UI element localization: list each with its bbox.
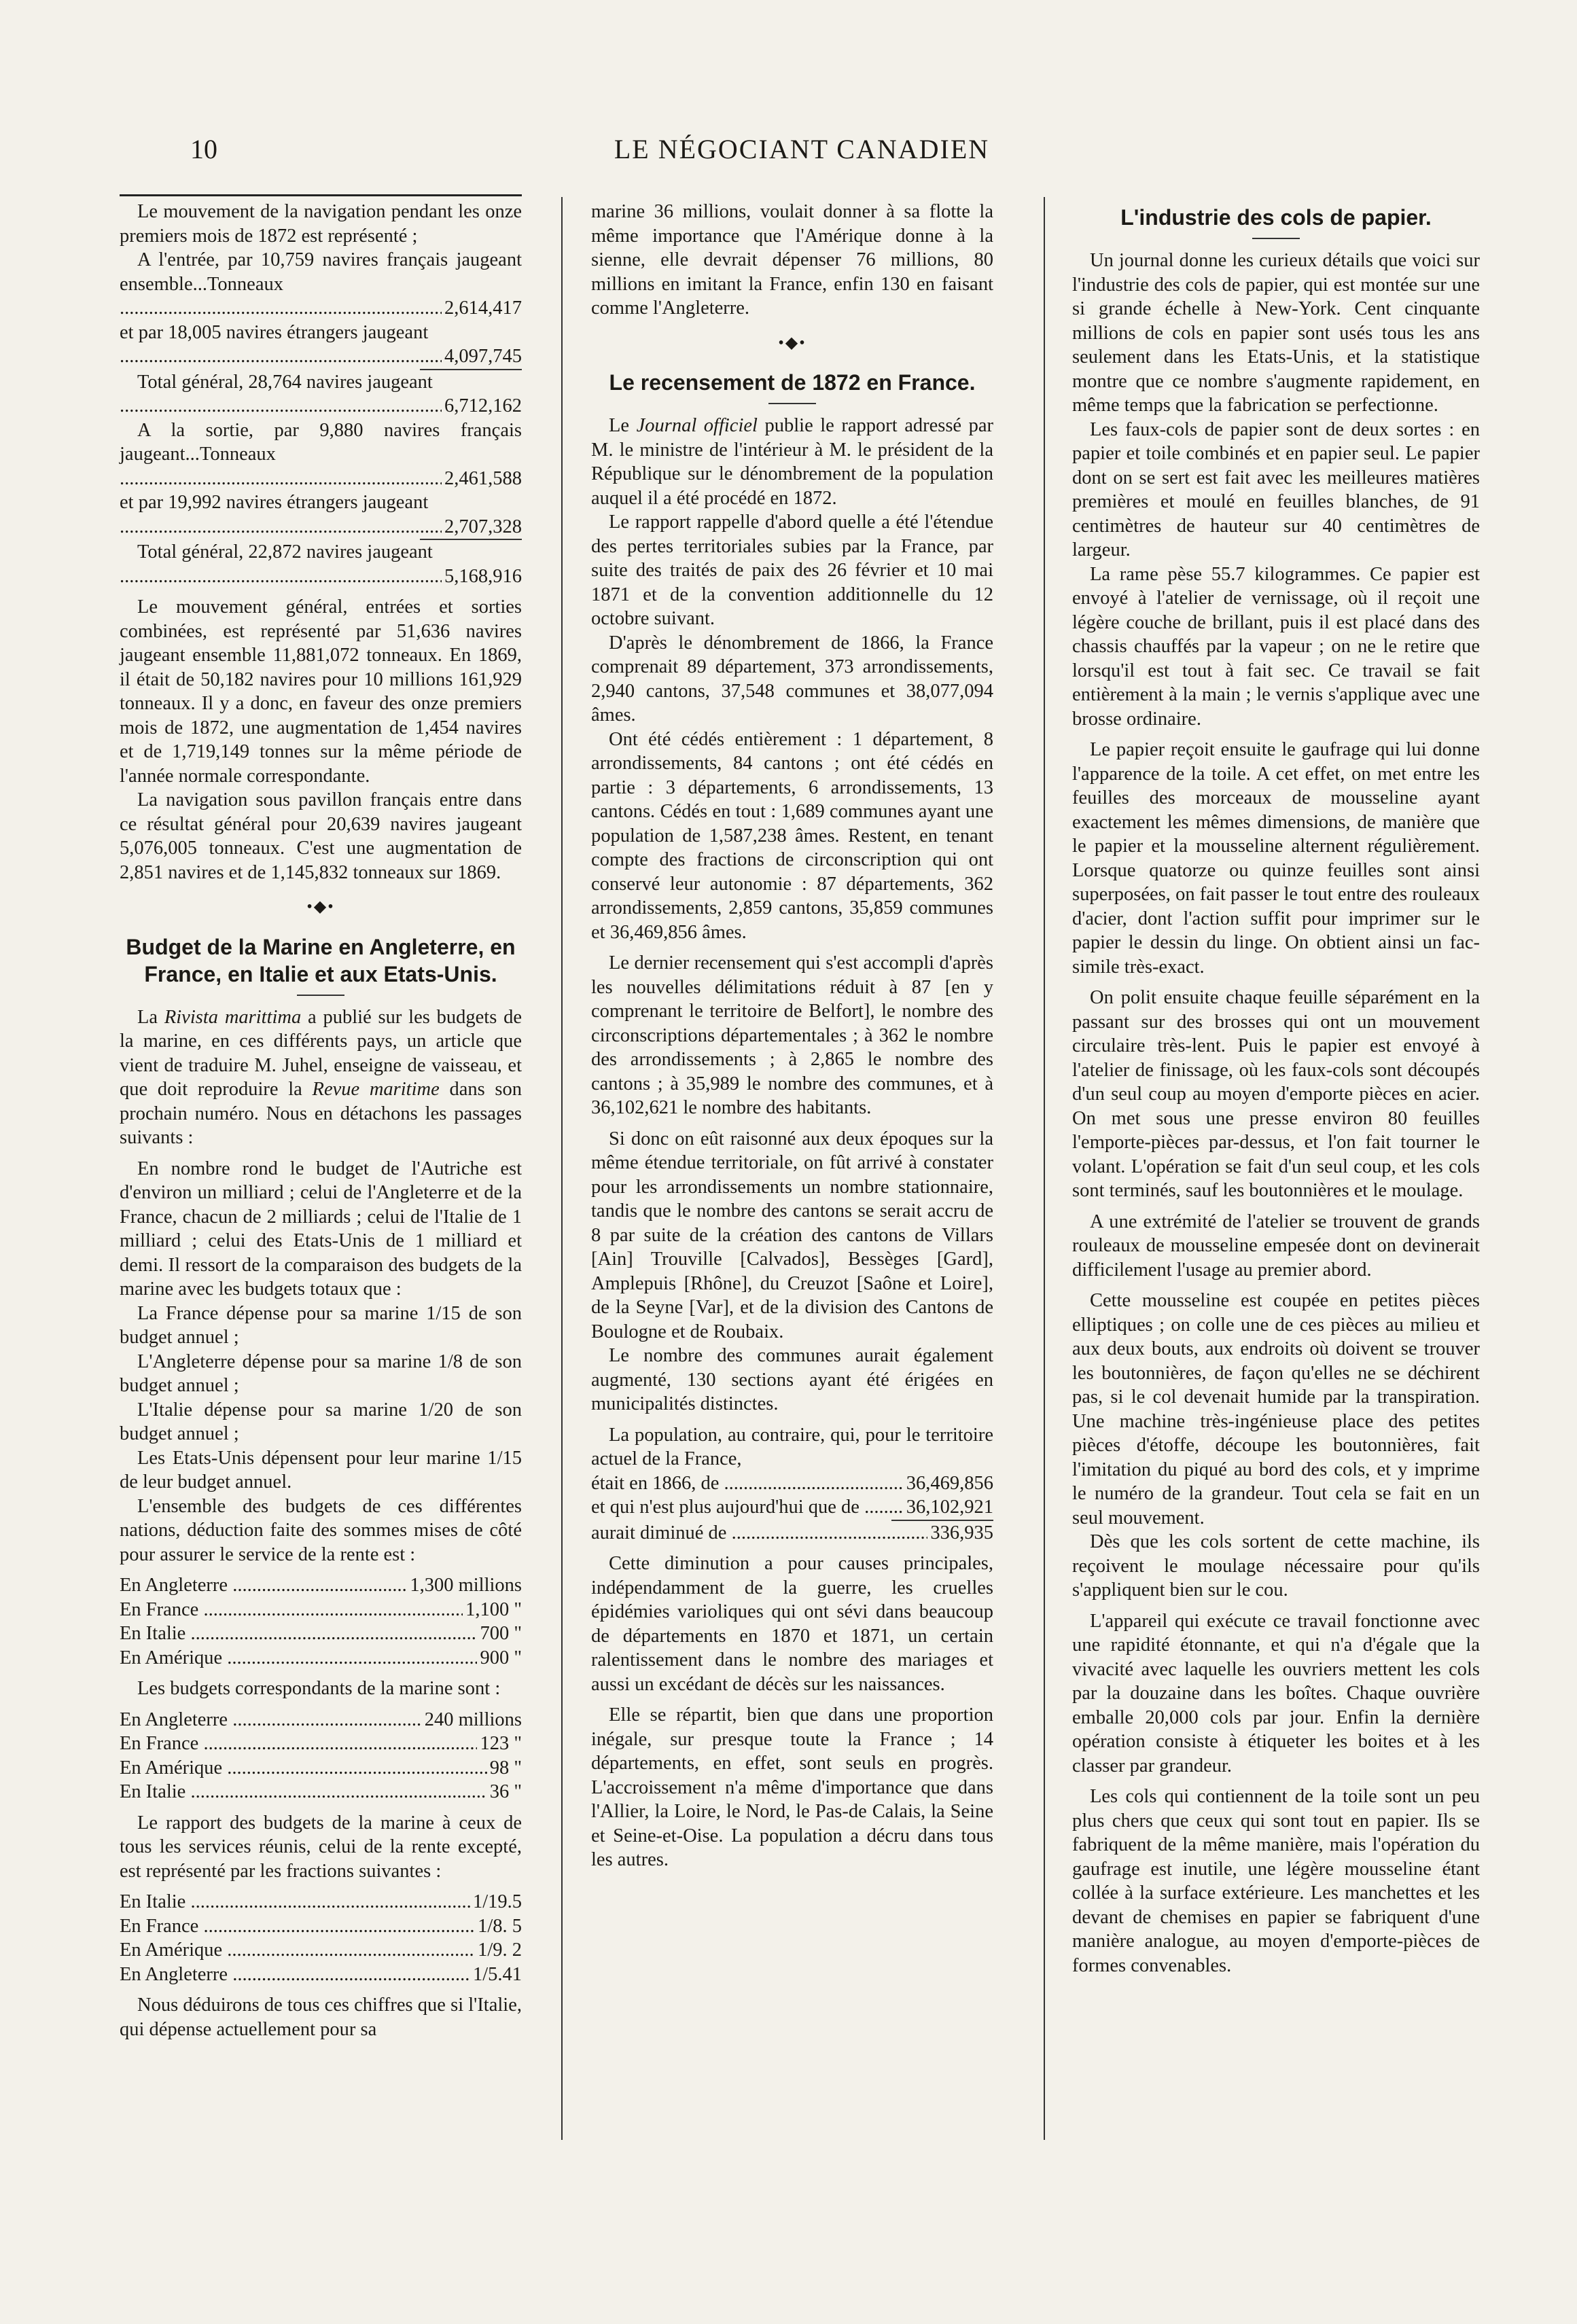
paragraph: Si donc on eût raisonné aux deux époques sur la même étendue territoriale, on fût arrivé à constater pour les arrondissements un nombre stationnaire, tandis que le nombre des cantons se serait accru de 8 par suite de la création des cantons de Villars [Ain] Trouville [Calvados], Bessèges [Gard], Amplepuis [Rhône], du Creuzot [Saône et Loire], de la Seyne [Var], et de la division des Cantons de Boulogne et de Roubaix. bbox=[591, 1128, 993, 1342]
column-3 bbox=[1072, 200, 1480, 1978]
paragraph: D'après le dénombrement de 1866, la France comprenait 89 département, 373 arrondissements, 2,940 cantons, 37,548 communes et 38,077,094 âmes. bbox=[591, 632, 993, 726]
ornament: •◆• bbox=[778, 334, 807, 352]
table-row: En France ..... 123 " bbox=[120, 1732, 522, 1756]
figure-value: 2,461,588 bbox=[444, 467, 522, 489]
paragraph: Le Journal officiel publie le rapport adressé par M. le ministre de l'intérieur à M. le président de la République sur le dénombrement de la population auquel il a été procédé en 1872. bbox=[591, 415, 993, 509]
paragraph: Les cols qui contiennent de la toile sont un peu plus chers que ceux qui sont tout en papier. Ils se fabriquent de la même manière, mais l'opération du gaufrage est inutile, une légère mousseline étant collée à la surface extérieure. Les manchettes et les devant de chemises en papier se fabriquent d'une manière analogue, au moyen d'emporte-pièces de formes convenables. bbox=[1072, 1786, 1480, 1976]
paragraph: marine 36 millions, voulait donner à sa flotte la même importance que l'Amérique donne à la sienne, elle devrait dépenser 76 millions, 80 millions en imitant la France, enfin 130 en faisant comme l'Angleterre. bbox=[591, 201, 993, 319]
paragraph: Le rapport rappelle d'abord quelle a été l'étendue des pertes territoriales subies par la France, par suite des traités de paix des 26 février et 10 mai 1871 et de la convention additionnelle du 12 octobre suivant. bbox=[591, 512, 993, 629]
paragraph: Le dernier recensement qui s'est accompli d'après les nouvelles délimitations réduit à 87 [en y comprenant le territoire de Belfort], le nombre des circonscriptions départementales ; à 362 le nombre des arrondissements ; à 2,865 le nombre des cantons ; à 35,989 le nombre des communes, et à 36,102,621 le nombre des habitants. bbox=[591, 952, 993, 1118]
figure-line: était en 1866, de ..... 36,469,856 bbox=[591, 1471, 993, 1496]
paragraph: A la sortie, par 9,880 navires français jaugeant...Tonneaux bbox=[120, 419, 522, 465]
paragraph: Le mouvement général, entrées et sorties combinées, est représenté par 51,636 navires jaugeant ensemble 11,881,072 tonneaux. En 1869, il était de 50,182 navires pour 10 millions 161,929 tonneaux. Il y a donc, en faveur des onze premiers mois de 1872, une augmentation de 1,454 navires et de 1,719,149 tonnes sur la même période de l'année normale correspondante. bbox=[120, 596, 522, 787]
paragraph: et par 19,992 navires étrangers jaugeant bbox=[120, 492, 429, 513]
paragraph: En nombre rond le budget de l'Autriche est d'environ un milliard ; celui de l'Angleterre et de la France, chacun de 2 milliards ; celui de l'Italie de 1 milliard ; celui des Etats-Unis de 1 milliard et demi. Il ressort de la comparaison des budgets de la marine avec les budgets totaux que : bbox=[120, 1158, 522, 1300]
article-title-recensement: Le recensement de 1872 en France. bbox=[609, 370, 976, 395]
paragraph: L'appareil qui exécute ce travail fonctionne avec une rapidité étonnante, et qui n'a d'égale que la vivacité avec laquelle les ouvriers mettent les cols par la douzaine dans les boîtes. Chaque ouvrière emballe 20,000 cols par jour. Enfin la dernière opération consiste à étiqueter les boites et à les classer par grandeur. bbox=[1072, 1610, 1480, 1776]
figure-line bbox=[120, 344, 522, 369]
table-row: En Italie ..... 700 " bbox=[120, 1622, 522, 1646]
page-header bbox=[183, 133, 1420, 174]
title-rule bbox=[768, 403, 816, 404]
column-divider bbox=[561, 197, 563, 2140]
paragraph: On polit ensuite chaque feuille séparément en la passant sur des brosses qui ont un mouvement circulaire très-lent. Puis le papier est envoyé à l'atelier de finissage, où les faux-cols sont découpés d'un seul coup au moyen d'emporte pièces en acier. On met sous une presse environ 80 feuilles l'emporte-pièces par-dessus, et l'on fait tourner le volant. L'opération se fait d'un seul coup, et les cols sont terminés, sauf les boutonnières et le moulage. bbox=[1072, 987, 1480, 1201]
paragraph: Total général, 22,872 navires jaugeant bbox=[137, 541, 433, 562]
paragraph: A une extrémité de l'atelier se trouvent de grands rouleaux de mousseline empesée dont on devinerait difficilement l'usage au premier abord. bbox=[1072, 1211, 1480, 1281]
figure-value: 2,707,328 bbox=[444, 516, 522, 537]
column-2 bbox=[591, 200, 993, 1872]
paragraph: Total général, 28,764 navires jaugeant bbox=[137, 371, 433, 393]
column-1 bbox=[120, 200, 522, 2041]
masthead-title: LE NÉGOCIANT CANADIEN bbox=[614, 134, 990, 164]
figure-line: aurait diminué de ..... 336,935 bbox=[591, 1521, 993, 1545]
paragraph: La population, au contraire, qui, pour le territoire actuel de la France, bbox=[591, 1424, 993, 1469]
table-row: En Amérique ..... 900 " bbox=[120, 1646, 522, 1670]
paragraph: La Rivista marittima a publié sur les budgets de la marine, en ces différents pays, un article que vient de traduire M. Juhel, enseigne de vaisseau, et que doit reproduire la Revue maritime dans son prochain numéro. Nous en détachons les passages suivants : bbox=[120, 1006, 522, 1148]
table-row: En Amérique ..... 98 " bbox=[120, 1756, 522, 1781]
title-rule bbox=[297, 995, 344, 996]
budgets-marine-table bbox=[120, 1708, 522, 1804]
column-divider bbox=[1044, 197, 1045, 2140]
figure-value: 4,097,745 bbox=[444, 346, 522, 367]
paragraph: Les faux-cols de papier sont de deux sortes : en papier et toile combinés et en papier seul. Le papier dont on se sert est fait avec les meilleures matières premières et moulé en feuilles blanches, de 91 centimètres de hauteur sur 40 centimètres de largeur. bbox=[1072, 418, 1480, 560]
table-row: En Italie ..... 36 " bbox=[120, 1780, 522, 1804]
paragraph: Les budgets correspondants de la marine sont : bbox=[137, 1678, 501, 1699]
figure-line: et qui n'est plus aujourd'hui que de ..... 36,102,921 bbox=[591, 1495, 993, 1520]
paragraph: Le nombre des communes aurait également augmenté, 130 sections ayant été érigées en municipalités distinctes. bbox=[591, 1345, 993, 1414]
table-row: En Italie ..... 1/19.5 bbox=[120, 1890, 522, 1914]
paragraph: et par 18,005 navires étrangers jaugeant bbox=[120, 321, 429, 343]
paragraph: Le rapport des budgets de la marine à ceux de tous les services réunis, celui de la rente excepté, est représenté par les fractions suivantes : bbox=[120, 1812, 522, 1882]
article-title-cols: L'industrie des cols de papier. bbox=[1120, 205, 1432, 230]
figure-line bbox=[120, 565, 522, 589]
table-row: En France ..... 1/8. 5 bbox=[120, 1914, 522, 1939]
paragraph: La navigation sous pavillon français entre dans ce résultat général pour 20,639 navires jaugeant 5,076,005 tonneaux. C'est une augmentation de 2,851 navires et de 1,145,832 tonneaux sur 1869. bbox=[120, 789, 522, 883]
paragraph: La rame pèse 55.7 kilogrammes. Ce papier est envoyé à l'atelier de vernissage, où il reçoit une légère couche de brillant, puis il est placé dans des chassis chauffés par la vapeur ; on ne le retire que lorsqu'il est tout à fait sec. Ce travail se fait entièrement à la main ; le vernis s'applique avec une brosse ordinaire. bbox=[1072, 563, 1480, 730]
paragraph: Elle se répartit, bien que dans une proportion inégale, sur presque toute la France ; 14 départements, en effet, sont seuls en progrès. L'accroissement n'a même d'importance que dans l'Allier, la Loire, le Nord, le Pas-de Calais, la Seine et Seine-et-Oise. La population a décru dans tous les autres. bbox=[591, 1704, 993, 1870]
paragraph: Cette diminution a pour causes principales, indépendamment de la guerre, les cruelles épidémies varioliques qui ont sévi dans beaucoup de départements en 1870 et 1871, un certain ralentissement dans le nombre des mariages et aussi un excédant de décès sur les naissances. bbox=[591, 1553, 993, 1695]
budgets-totaux-table bbox=[120, 1573, 522, 1670]
paragraph: Ont été cédés entièrement : 1 département, 8 arrondissements, 84 cantons ; ont été cédés en partie : 3 départements, 6 arrondissements, 13 cantons. Cédés en tout : 1,689 communes ayant une population de 1,587,238 âmes. Restent, en tenant compte des fractions de circonscription qui ont conservé leur autonomie : 87 départements, 362 arrondissements, 2,859 cantons, 35,859 communes et 36,469,856 âmes. bbox=[591, 728, 993, 943]
table-row: En Angleterre ..... 1,300 millions bbox=[120, 1573, 522, 1598]
paragraph: Les Etats-Unis dépensent pour leur marine 1/15 de leur budget annuel. bbox=[120, 1447, 522, 1492]
table-row: En France ..... 1,100 " bbox=[120, 1598, 522, 1622]
paragraph: L'Angleterre dépense pour sa marine 1/8 de son budget annuel ; bbox=[120, 1351, 522, 1396]
figure-line bbox=[120, 467, 522, 491]
page-number: 10 bbox=[190, 134, 217, 164]
figure-value: 6,712,162 bbox=[444, 395, 522, 416]
paragraph: Un journal donne les curieux détails que voici sur l'industrie des cols de papier, qui est montée sur une si grande échelle à New-York. Cent cinquante millions de cols en papier sont usés tous les ans seulement dans les Etats-Unis, et la statistique montre que ce nombre s'augmente rapidement, en même temps que la fabrication se perfectionne. bbox=[1072, 250, 1480, 416]
paragraph: Le mouvement de la navigation pendant les onze premiers mois de 1872 est représenté ; bbox=[120, 201, 522, 247]
table-row: En Angleterre ..... 1/5.41 bbox=[120, 1963, 522, 1987]
paragraph: Cette mousseline est coupée en petites pièces elliptiques ; on colle une de ces pièces au milieu et aux deux bouts, aux endroits où doivent se trouver les boutonnières, de façon qu'elles ne se déchirent pas, si le col devenait humide par la transpiration. Une machine très-ingénieuse place des petites pièces d'étoffe, découpe les boutonnières, fait l'imitation du piqué au bord des cols, et y imprime le numéro de la grandeur. Tout cela se fait en un seul mouvement. bbox=[1072, 1290, 1480, 1529]
table-row: En Amérique ..... 1/9. 2 bbox=[120, 1938, 522, 1963]
figure-value: 2,614,417 bbox=[444, 298, 522, 319]
table-row: En Angleterre ..... 240 millions bbox=[120, 1708, 522, 1732]
paragraph: A l'entrée, par 10,759 navires français jaugeant ensemble...Tonneaux bbox=[120, 249, 522, 295]
paragraph: L'Italie dépense pour sa marine 1/20 de son budget annuel ; bbox=[120, 1399, 522, 1444]
column-top-rule bbox=[120, 194, 522, 196]
paragraph: Dès que les cols sortent de cette machine, ils reçoivent le moulage nécessaire pour qu'ils s'appliquent bien sur le cou. bbox=[1072, 1531, 1480, 1601]
paragraph: Le papier reçoit ensuite le gaufrage qui lui donne l'apparence de la toile. A cet effet, on met entre les feuilles des morceaux de mousseline ayant exactement les mêmes dimensions, de manière que le papier et la mousseline alternent régulièrement. Lorsque quatorze ou quinze feuilles sont ainsi superposées, on fait passer le tout entre des rouleaux d'acier, dont l'action suffit pour imprimer sur le papier le dessin du linge. On obtient ainsi un fac-simile très-exact. bbox=[1072, 739, 1480, 978]
paragraph: L'ensemble des budgets de ces différentes nations, déduction faite des sommes mises de côté pour assurer le service de la rente est : bbox=[120, 1495, 522, 1565]
figure-value: 5,168,916 bbox=[444, 565, 522, 587]
fractions-table bbox=[120, 1890, 522, 1986]
figure-line bbox=[120, 394, 522, 418]
paragraph: La France dépense pour sa marine 1/15 de son budget annuel ; bbox=[120, 1302, 522, 1348]
figure-line bbox=[120, 296, 522, 321]
article-title-budget: Budget de la Marine en Angleterre, en France, en Italie et aux Etats-Unis. bbox=[126, 934, 516, 986]
ornament: •◆• bbox=[306, 898, 335, 916]
paragraph: Nous déduirons de tous ces chiffres que si l'Italie, qui dépense actuellement pour sa bbox=[120, 1995, 522, 2040]
figure-line bbox=[120, 515, 522, 539]
title-rule bbox=[1252, 238, 1300, 239]
